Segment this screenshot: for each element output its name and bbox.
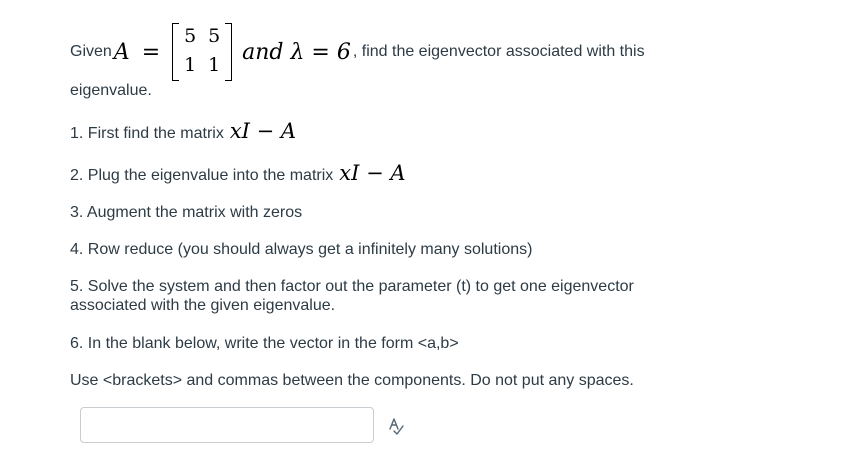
matrix-name: A (113, 39, 130, 65)
matrix-A (172, 23, 232, 81)
equals-sign: = (141, 39, 161, 65)
answer-input[interactable] (80, 407, 374, 443)
find-text: , find the eigenvector associated with this (352, 43, 645, 60)
step-4: 4. Row reduce (you should always get a infinitely many solutions) (70, 241, 533, 258)
formatting-instruction: Use <brackets> and commas between the components. Do not put any spaces. (70, 372, 634, 389)
step-1-text: 1. First find the matrix (70, 125, 224, 142)
step-3: 3. Augment the matrix with zeros (70, 204, 303, 221)
matrix-cell: 5 (184, 25, 197, 47)
lambda-clause: and λ = 6 (242, 39, 351, 65)
step-6: 6. In the blank below, write the vector in the form <a,b> (70, 335, 459, 352)
math-equation-editor-icon[interactable] (385, 414, 407, 436)
right-bracket (225, 23, 232, 81)
step-1 (70, 121, 296, 144)
step-5-line-2: associated with the given eigenvalue. (70, 297, 336, 314)
step-2-text: 2. Plug the eigenvalue into the matrix (70, 167, 334, 184)
step-1-math: xI − A (229, 119, 297, 143)
given-statement (70, 22, 645, 82)
matrix-cell: 1 (208, 54, 221, 76)
left-bracket (172, 23, 179, 81)
step-2 (70, 163, 406, 186)
matrix-cell: 5 (208, 25, 221, 47)
question-continuation: eigenvalue. (70, 82, 152, 99)
step-2-math: xI − A (339, 161, 406, 185)
given-label: Given (70, 43, 112, 60)
step-5-line-1: 5. Solve the system and then factor out the parameter (t) to get one eigenvector (70, 278, 634, 295)
matrix-cell: 1 (184, 54, 197, 76)
